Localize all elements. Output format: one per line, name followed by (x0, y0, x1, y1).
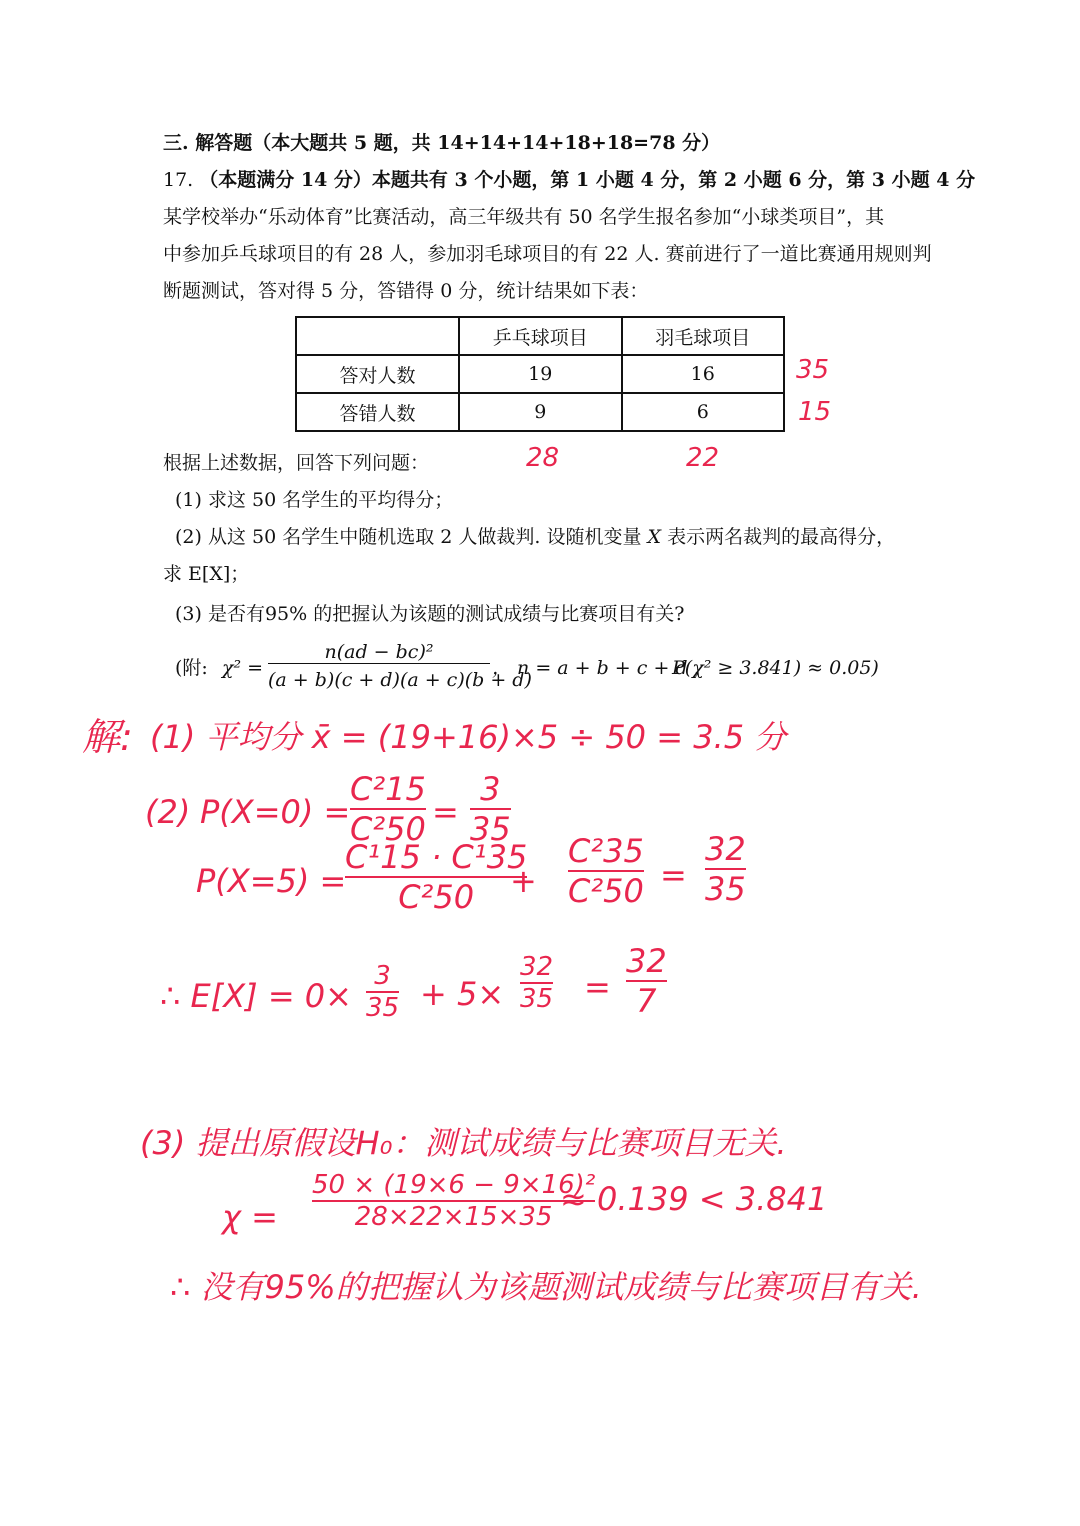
expectation-fraction-2 (520, 952, 553, 1014)
appendix-chi: χ² = (222, 657, 264, 679)
question-1: (1) 求这 50 名学生的平均得分； (175, 489, 454, 511)
problem-scoring: （本题满分 14 分）本题共有 3 个小题，第 1 小题 4 分，第 2 小题 6 分，第 3 小题 4 分 (199, 169, 976, 191)
px0-label: P(X=0) = (200, 793, 351, 831)
chi-square-label: χ = (222, 1198, 278, 1236)
px5-denominator-1: C²50 (398, 878, 475, 916)
expectation-f1-numerator: 3 (374, 961, 391, 991)
chi-square-numerator: 50 × (19×6 − 9×16)² (312, 1170, 596, 1200)
equals-sign: = (660, 856, 687, 894)
solution-part-3-hypothesis: (3) 提出原假设H₀：测试成绩与比赛项目无关. (140, 1124, 787, 1162)
expectation-equals: = (584, 968, 611, 1006)
appendix-label: (附: (175, 657, 208, 679)
plus-sign: + (510, 862, 537, 900)
expectation-result-numerator: 32 (626, 942, 667, 980)
px5-label: P(X=5) = (196, 862, 347, 900)
table-cell: 9 (459, 393, 622, 431)
table-header-row (296, 317, 784, 355)
px5-result-denominator: 35 (705, 870, 746, 908)
px5-result-numerator: 32 (705, 830, 746, 868)
expectation-f1-denominator: 35 (366, 993, 400, 1023)
expectation-middle: + 5× (420, 975, 505, 1013)
table-header-cell: 乒乓球项目 (459, 317, 622, 355)
table-cell: 19 (459, 355, 622, 393)
px0-fraction (350, 770, 426, 848)
table-header-cell (296, 317, 459, 355)
expectation-fraction-1 (366, 961, 399, 1023)
solution-part-1: (1) 平均分 x̄ = (19+16)×5 ÷ 50 = 3.5 分 (150, 718, 787, 756)
table-cell: 16 (622, 355, 785, 393)
px5-fraction-1 (345, 838, 527, 916)
expectation-result (626, 942, 667, 1020)
handwritten-row-total: 35 (796, 355, 830, 385)
handwritten-solution-label: 解: (82, 715, 133, 759)
table-row (296, 393, 784, 431)
intro-line-3: 断题测试，答对得 5 分，答错得 0 分，统计结果如下表： (163, 280, 649, 302)
appendix-denominator: (a + b)(c + d)(a + c)(b + d) (268, 669, 532, 691)
equals-sign: = (432, 793, 459, 831)
table-cell: 6 (622, 393, 785, 431)
questions-lead: 根据上述数据，回答下列问题： (163, 452, 430, 474)
question-2-part-b: 表示两名裁判的最高得分， (667, 526, 896, 548)
conclusion: ∴ 没有95%的把握认为该题测试成绩与比赛项目有关. (170, 1268, 922, 1306)
table-header-cell: 羽毛球项目 (622, 317, 785, 355)
question-3: (3) 是否有95% 的把握认为该题的测试成绩与比赛项目有关? (175, 603, 685, 625)
appendix-n-def: ， n = a + b + c + d ， (492, 657, 713, 679)
handwritten-column-total: 28 (526, 443, 560, 473)
intro-line-1: 某学校举办“乐动体育”比赛活动，高三年级共有 50 名学生报名参加“小球类项目”，其 (163, 206, 885, 228)
question-2-variable: X (647, 526, 662, 548)
intro-line-2: 中参加乒乓球项目的有 28 人，参加羽毛球项目的有 22 人. 赛前进行了一道比赛通用规则判 (163, 243, 932, 265)
expectation-f2-numerator: 32 (520, 952, 554, 982)
chi-square-result: ≈ 0.139 < 3.841 (560, 1180, 828, 1218)
px5-numerator-1: C¹15 · C¹35 (345, 838, 528, 876)
expectation-start: ∴ E[X] = 0× (160, 977, 352, 1015)
px0-numerator: C²15 (350, 770, 426, 808)
expectation-f2-denominator: 35 (520, 984, 554, 1014)
chi-square-denominator: 28×22×15×35 (354, 1202, 553, 1232)
px0-result (470, 770, 511, 848)
chi-square-fraction (312, 1170, 595, 1232)
question-2-continued: 求 E[X]； (163, 563, 250, 585)
problem-number: 17. (163, 169, 194, 191)
px5-denominator-2: C²50 (568, 872, 644, 910)
solution-part-2-label: (2) (145, 793, 191, 831)
px5-result (705, 830, 746, 908)
table-cell: 答对人数 (296, 355, 459, 393)
section-heading: 三. 解答题（本大题共 5 题，共 14+14+14+18+18=78 分） (163, 132, 721, 154)
question-2 (175, 525, 895, 549)
px0-denominator: C²50 (350, 810, 426, 848)
handwritten-row-total: 15 (798, 397, 832, 427)
stats-table (295, 316, 785, 432)
px0-result-numerator: 3 (480, 770, 501, 808)
question-2-part-a: (2) 从这 50 名学生中随机选取 2 人做裁判. 设随机变量 (175, 526, 642, 548)
table-row (296, 355, 784, 393)
px0-result-denominator: 35 (470, 810, 511, 848)
px5-fraction-2 (568, 832, 644, 910)
appendix-numerator: n(ad − bc)² (268, 641, 490, 664)
table-cell: 答错人数 (296, 393, 459, 431)
problem-header (163, 168, 975, 192)
px5-numerator-2: C²35 (568, 832, 644, 870)
expectation-result-denominator: 7 (636, 982, 657, 1020)
appendix-p-def: P(χ² ≥ 3.841) ≈ 0.05) (672, 657, 879, 679)
handwritten-column-total: 22 (686, 443, 720, 473)
